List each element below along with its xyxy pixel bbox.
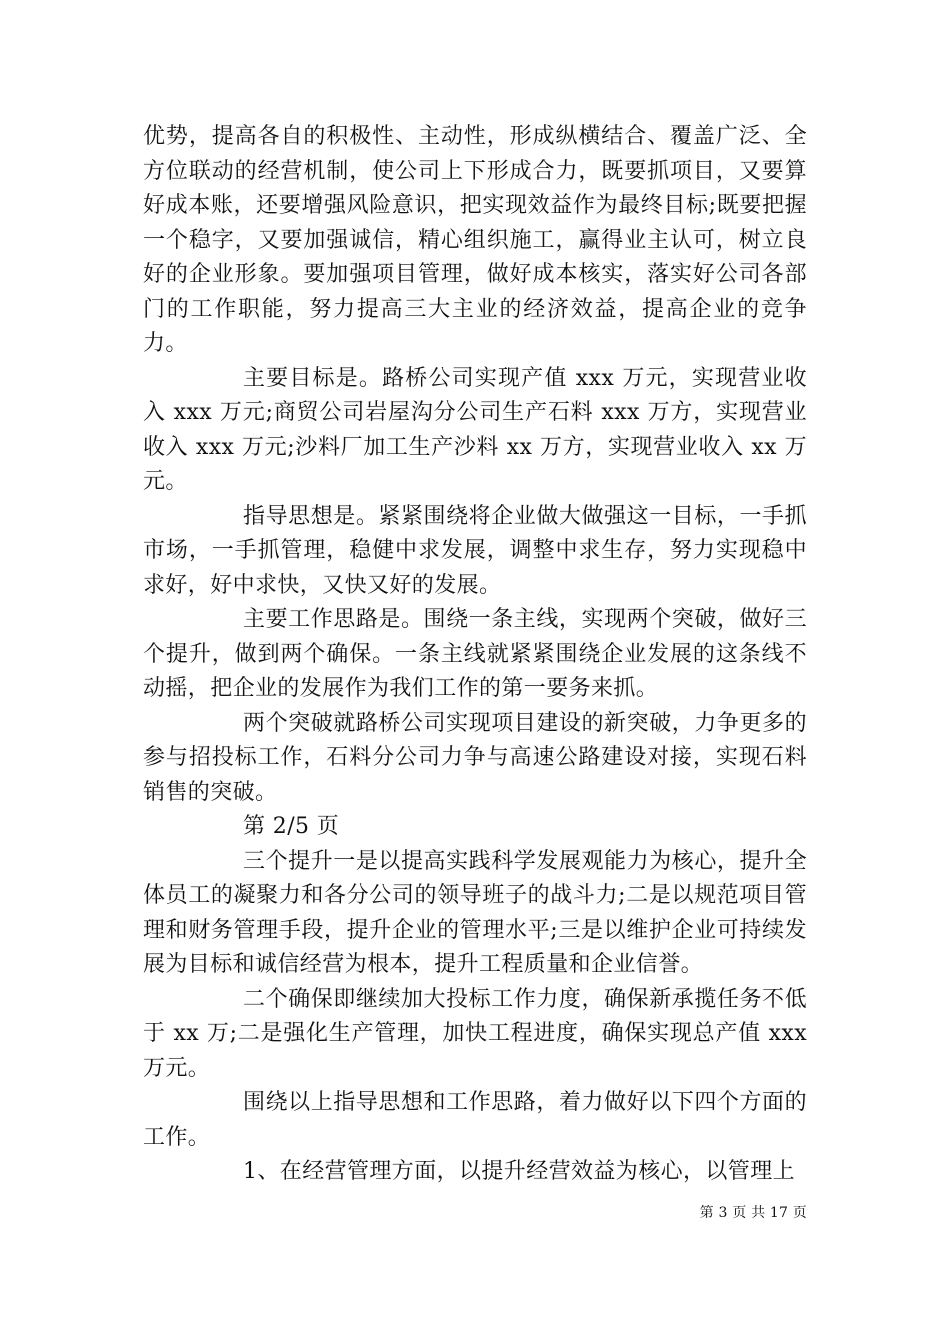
inline-page-marker: 第 2/5 页	[243, 814, 340, 839]
paragraph-main-goals: 主要目标是。路桥公司实现产值 xxx 万元，实现营业收入 xxx 万元;商贸公司岩屋沟分公司生产石料 xxx 万方，实现营业收入 xxx 万元;沙料厂加工生产沙料 xx 万方，实现营业收入 xx 万元。	[143, 365, 807, 494]
paragraph-three-improvements: 三个提升一是以提高实践科学发展观能力为核心，提升全体员工的凝聚力和各分公司的领导班子的战斗力;二是以规范项目管理和财务管理手段，提升企业的管理水平;三是以维护企业可持续发展为目标和诚信经营为根本，提升工程质量和企业信誉。	[143, 848, 807, 977]
paragraph-guiding-ideology: 指导思想是。紧紧围绕将企业做大做强这一目标，一手抓市场，一手抓管理，稳健中求发展，调整中求生存，努力实现稳中求好，好中求快，又快又好的发展。	[143, 503, 807, 598]
paragraph-four-aspects: 围绕以上指导思想和工作思路，着力做好以下四个方面的工作。	[143, 1090, 807, 1150]
paragraph-operations-management: 1、在经营管理方面，以提升经营效益为核心，以管理上	[243, 1159, 795, 1184]
page-number-footer: 第 3 页 共 17 页	[699, 1205, 807, 1221]
paragraph-two-breakthroughs: 两个突破就路桥公司实现项目建设的新突破，力争更多的参与招投标工作，石料分公司力争与高速公路建设对接，实现石料销售的突破。	[143, 710, 807, 805]
paragraph-continuation: 优势，提高各自的积极性、主动性，形成纵横结合、覆盖广泛、全方位联动的经营机制，使公司上下形成合力，既要抓项目，又要算好成本账，还要增强风险意识，把实现效益作为最终目标;既要把握一个稳字，又要加强诚信，精心组织施工，赢得业主认可，树立良好的企业形象。要加强项目管理，做好成本核实，落实好公司各部门的工作职能，努力提高三大主业的经济效益，提高企业的竞争力。	[143, 124, 807, 356]
document-body	[143, 120, 807, 1190]
paragraph-two-guarantees: 二个确保即继续加大投标工作力度，确保新承揽任务不低于 xx 万;二是强化生产管理，加快工程进度，确保实现总产值 xxx 万元。	[143, 986, 807, 1081]
paragraph-work-approach: 主要工作思路是。围绕一条主线，实现两个突破，做好三个提升，做到两个确保。一条主线就紧紧围绕企业发展的这条线不动摇，把企业的发展作为我们工作的第一要务来抓。	[143, 607, 807, 701]
